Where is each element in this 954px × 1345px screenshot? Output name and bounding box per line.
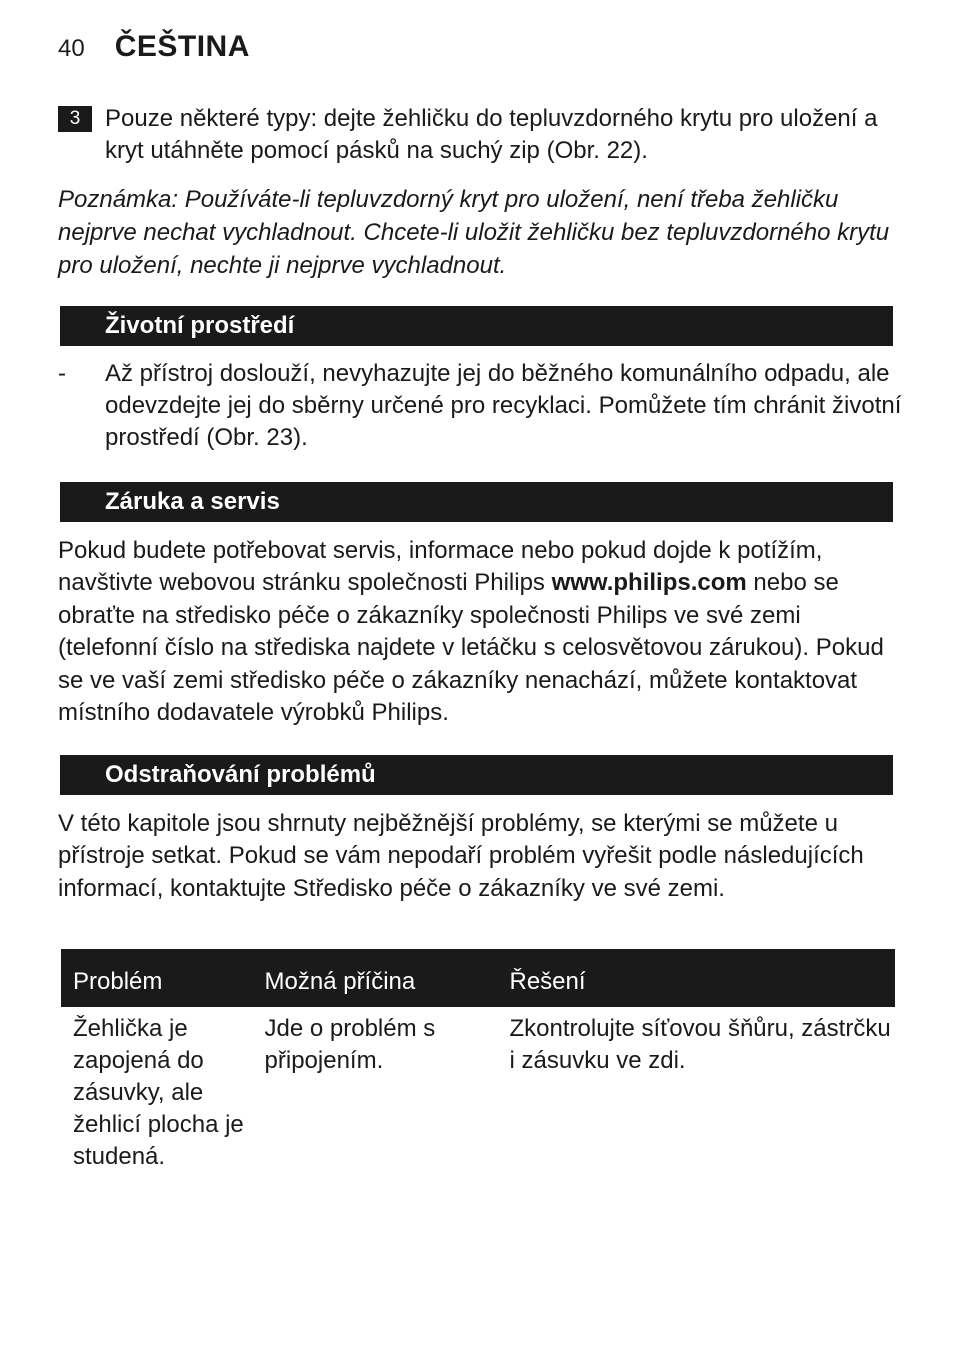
section-heading-warranty: Záruka a servis <box>60 482 893 522</box>
section-heading-troubleshooting: Odstraňování problémů <box>60 755 893 795</box>
page-language-title: ČEŠTINA <box>114 30 250 63</box>
page-number: 40 <box>58 35 85 62</box>
environment-bullet <box>58 358 903 454</box>
step-text: Pouze některé typy: dejte žehličku do tepluvzdorného krytu pro uložení a kryt utáhněte pomocí pásků na suchý zip (Obr. 22). <box>105 105 878 164</box>
bullet-dash: - <box>58 360 66 387</box>
step-item <box>58 103 898 167</box>
table-row <box>61 1007 895 1173</box>
warranty-paragraph <box>58 535 903 729</box>
column-header-cause: Možná příčina <box>253 949 498 1007</box>
warranty-text-before-link: Pokud budete potřebovat servis, informace nebo pokud dojde k potížím, navštivte webovou stránku společnosti Philips <box>58 537 823 597</box>
troubleshooting-table <box>61 949 895 1173</box>
step-number-badge: 3 <box>58 106 92 132</box>
note-text: Poznámka: Používáte-li tepluvzdorný kryt pro uložení, není třeba žehličku nejprve nechat vychladnout. Chcete-li uložit žehličku bez tepluvzdorného krytu pro uložení, nechte ji nejprve vychladnout. <box>58 186 890 279</box>
cell-problem: Žehlička je zapojená do zásuvky, ale žehlicí plocha je studená. <box>73 1015 244 1170</box>
warranty-text-after-link: nebo se obraťte na středisko péče o zákazníky společnosti Philips ve své zemi (telefonní číslo na střediska najdete v letáčku s celosvětovou zárukou). Pokud se ve vaší zemi středisko péče o zákazníky nenachází, můžete kontaktovat místního dodavatele výrobků Philips. <box>58 569 884 727</box>
cell-solution: Zkontrolujte síťovou šňůru, zástrčku i zásuvku ve zdi. <box>509 1015 891 1074</box>
philips-website-link[interactable]: www.philips.com <box>551 569 747 597</box>
column-header-solution: Řešení <box>498 949 896 1007</box>
table-header-row <box>61 949 895 1007</box>
section-heading-environment: Životní prostředí <box>60 306 893 346</box>
cell-cause: Jde o problém s připojením. <box>264 1015 436 1074</box>
environment-bullet-text: Až přístroj doslouží, nevyhazujte jej do běžného komunálního odpadu, ale odevzdejte jej do sběrny určené pro recyklaci. Pomůžete tím chránit životní prostředí (Obr. 23). <box>105 360 902 451</box>
page-header <box>58 30 250 64</box>
troubleshooting-intro: V této kapitole jsou shrnuty nejběžnější problémy, se kterými se můžete u přístroje setkat. Pokud se vám nepodaří problém vyřešit podle následujících informací, kontaktujte Středisko péče o zákazníky ve své zemi. <box>58 810 864 902</box>
column-header-problem: Problém <box>61 949 253 1007</box>
